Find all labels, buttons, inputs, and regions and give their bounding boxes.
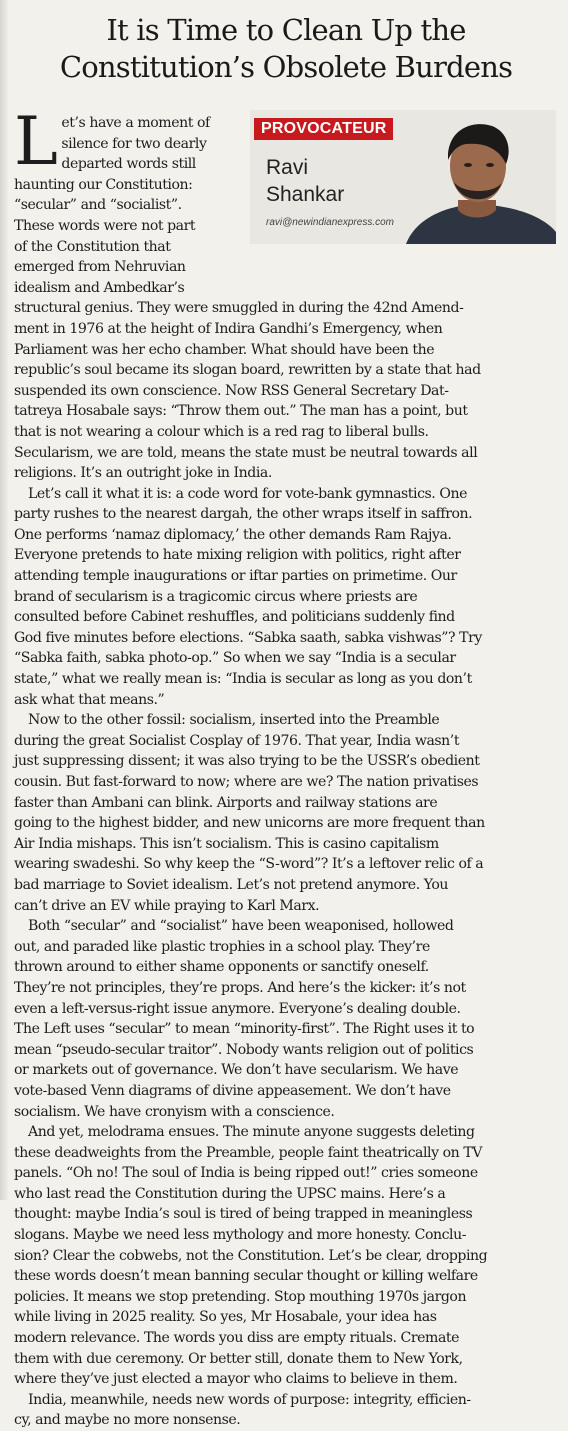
- article-line: vote-based Venn diagrams of divine appeasement. We don’t have: [14, 1082, 451, 1099]
- headline-line: It is Time to Clean Up the: [106, 13, 466, 47]
- headline: [14, 12, 558, 86]
- article-line: The Left uses “secular” to mean “minority-first”. The Right uses it to: [14, 1021, 475, 1038]
- article-line: Now to the other fossil: socialism, inserted into the Preamble: [28, 712, 440, 729]
- article-line: modern relevance. The words you diss are empty rituals. Cremate: [14, 1330, 460, 1347]
- article-line: while living in 2025 reality. So yes, Mr Hosabale, your idea has: [14, 1309, 437, 1326]
- article-line: thrown around to either shame opponents or sanctify oneself.: [14, 959, 429, 976]
- headline-line: Constitution’s Obsolete Burdens: [59, 50, 513, 84]
- article-line: tatreya Hosabale says: “Throw them out.” The man has a point, but: [14, 403, 468, 420]
- article-line: Secularism, we are told, means the state must be neutral towards all: [14, 444, 478, 461]
- article-line: consulted before Cabinet reshuffles, and politicians suddenly find: [14, 609, 455, 626]
- article-line: slogans. Maybe we need less mythology and more honesty. Conclu-: [14, 1227, 467, 1244]
- article-line: that is not wearing a colour which is a red rag to liberal bulls.: [14, 423, 429, 440]
- article-line: haunting our Constitution:: [14, 176, 193, 193]
- article-line: can’t drive an EV while praying to Karl Marx.: [14, 897, 320, 914]
- article-line: panels. “Oh no! The soul of India is being ripped out!” cries someone: [14, 1165, 478, 1182]
- article-line: cy, and maybe no more nonsense.: [14, 1412, 241, 1429]
- article-line: out, and paraded like plastic trophies in a school play. They’re: [14, 938, 430, 955]
- article-line: attending temple inaugurations or iftar parties on primetime. Our: [14, 568, 457, 585]
- article-line: just suppressing dissent; it was also trying to be the USSR’s obedient: [14, 753, 480, 770]
- article-line: or markets out of governance. We don’t have secularism. We have: [14, 1062, 459, 1079]
- article-body: [14, 103, 554, 1431]
- article-line: during the great Socialist Cosplay of 1976. That year, India wasn’t: [14, 732, 460, 749]
- article-line: these words doesn’t mean banning secular thought or killing welfare: [14, 1268, 478, 1285]
- article-line: emerged from Nehruvian: [14, 259, 186, 276]
- article-line: party rushes to the nearest dargah, the other wraps itself in saffron.: [14, 506, 473, 523]
- article-line: silence for two dearly: [61, 135, 207, 152]
- article-line: Let’s call it what it is: a code word for vote-bank gymnastics. One: [28, 485, 467, 502]
- article-line: where they’ve just elected a mayor who claims to believe in them.: [14, 1371, 458, 1388]
- article-line: One performs ‘namaz diplomacy,’ the other demands Ram Rajya.: [14, 526, 452, 543]
- article-line: God five minutes before elections. “Sabka saath, sabka vishwas”? Try: [14, 629, 482, 646]
- article-line: these deadweights from the Preamble, people faint theatrically on TV: [14, 1144, 483, 1161]
- article-line: India, meanwhile, needs new words of purpose: integrity, efficien-: [28, 1391, 471, 1408]
- article-line: They’re not principles, they’re props. And here’s the kicker: it’s not: [14, 979, 466, 996]
- article-line: wearing swadeshi. So why keep the “S-word”? It’s a leftover relic of a: [14, 856, 484, 873]
- article-line: ask what that means.”: [14, 691, 165, 708]
- author-last-name: Shankar: [266, 183, 345, 206]
- article-line: idealism and Ambedkar’s: [14, 279, 185, 296]
- article-line: going to the highest bidder, and new unicorns are more frequent than: [14, 815, 485, 832]
- article-line: bad marriage to Soviet idealism. Let’s not pretend anymore. You: [14, 876, 449, 893]
- article-line: state,” what we really mean is: “India is secular as long as you don’t: [14, 671, 472, 688]
- author-first-name: Ravi: [266, 156, 309, 179]
- page-edge: [0, 0, 8, 1200]
- article-line: suspended its own conscience. Now RSS General Secretary Dat-: [14, 382, 449, 399]
- article-line: republic’s soul became its slogan board, rewritten by a state that had: [14, 362, 481, 379]
- article-line: ment in 1976 at the height of Indira Gandhi’s Emergency, when: [14, 320, 443, 337]
- article-line: “Sabka faith, sabka photo-op.” So when we say “India is a secular: [14, 650, 456, 667]
- drop-cap: L: [14, 103, 58, 180]
- article-line: cousin. But fast-forward to now; where are we? The nation privatises: [14, 774, 479, 790]
- article-line: et’s have a moment of: [61, 115, 210, 131]
- article-line: thought: maybe India’s soul is tired of being trapped in meaningless: [14, 1206, 473, 1223]
- article-line: structural genius. They were smuggled in during the 42nd Amend-: [14, 300, 464, 317]
- article-line: “secular” and “socialist”.: [14, 197, 182, 214]
- article-line: policies. It means we stop pretending. Stop mouthing 1970s jargon: [14, 1288, 467, 1305]
- article-line: of the Constitution that: [14, 238, 171, 255]
- article-line: Air India mishaps. This isn’t socialism. This is casino capitalism: [14, 835, 439, 852]
- column-label: PROVOCATEUR: [254, 118, 393, 140]
- article-line: departed words still: [61, 156, 196, 173]
- article-line: socialism. We have cronyism with a conscience.: [14, 1103, 335, 1120]
- article-line: them with due ceremony. Or better still, donate them to New York,: [14, 1350, 463, 1367]
- article-line: Both “secular” and “socialist” have been weaponised, hollowed: [28, 918, 454, 935]
- article-line: even a left-versus-right issue anymore. Everyone’s dealing double.: [14, 1000, 461, 1017]
- article-line: brand of secularism is a tragicomic circus where priests are: [14, 588, 418, 605]
- article-line: Everyone pretends to hate mixing religion with politics, right after: [14, 547, 461, 564]
- author-email: ravi@newindianexpress.com: [266, 217, 394, 228]
- article-line: mean “pseudo-secular traitor”. Nobody wants religion out of politics: [14, 1041, 474, 1058]
- article-line: Parliament was her echo chamber. What should have been the: [14, 341, 435, 358]
- article-line: who last read the Constitution during the UPSC mains. Here’s a: [14, 1185, 446, 1202]
- article-line: These words were not part: [14, 217, 196, 234]
- article-line: religions. It’s an outright joke in India.: [14, 465, 272, 482]
- article-line: sion? Clear the cobwebs, not the Constitution. Let’s be clear, dropping: [14, 1247, 488, 1264]
- article-line: And yet, melodrama ensues. The minute anyone suggests deleting: [28, 1124, 475, 1141]
- article-line: faster than Ambani can blink. Airports and railway stations are: [14, 794, 438, 811]
